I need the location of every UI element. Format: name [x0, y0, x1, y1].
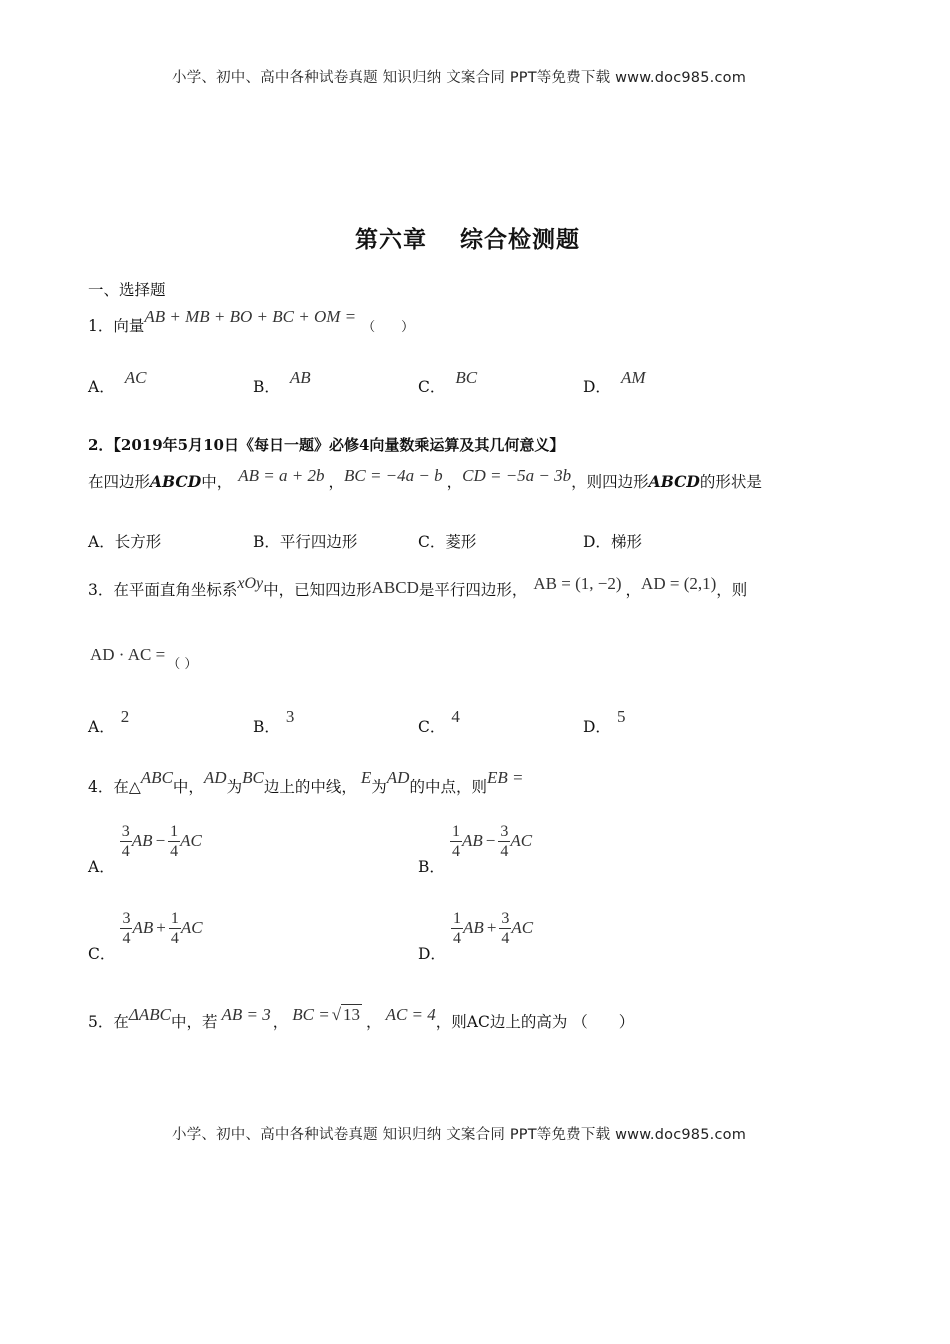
q2-heading: 2．【2019年5月10日《每日一题》必修4向量数乘运算及其几何意义】	[88, 436, 565, 454]
denominator: 4	[501, 930, 510, 947]
q5-expr-ab: AB = 3	[221, 1005, 271, 1024]
option-value: 3	[285, 707, 295, 726]
q3-comma: ，	[625, 581, 642, 599]
q3-paren: （ ）	[167, 657, 198, 672]
q3-xoy: xOy	[237, 575, 264, 592]
q4-option-d	[418, 909, 534, 963]
q1-expression: AB + MB + BO + BC + OM =	[144, 307, 357, 326]
q1-option-d	[583, 368, 646, 397]
q4-text: 边上的中线，	[263, 778, 357, 796]
q4-eb: EB =	[486, 768, 524, 787]
q2-quad-name: ABCD	[648, 472, 700, 491]
page-title: 第六章 综合检测题	[355, 227, 581, 253]
header-banner: 小学、初中、高中各种试卷真题 知识归纳 文案合同 PPT等免费下载 www.doc985.com	[172, 70, 747, 86]
q5-expr-ac: AC = 4	[385, 1005, 436, 1024]
q2-text: 中，	[201, 473, 233, 491]
vector: AC	[180, 831, 202, 850]
operator: +	[486, 918, 497, 937]
fraction	[499, 909, 511, 948]
q5-text: 中，若	[170, 1013, 218, 1031]
q3-option-b	[253, 707, 295, 737]
option-label: A．	[88, 858, 115, 876]
q1-number: 1．向量	[88, 317, 145, 335]
denominator: 4	[170, 843, 179, 860]
denominator: 4	[500, 843, 509, 860]
vector: AB	[132, 918, 154, 937]
option-label: A．	[88, 718, 115, 736]
q5-sqrt: √ 13	[331, 1005, 361, 1024]
q5-comma: ，	[272, 1013, 289, 1031]
option-text: 长方形	[114, 533, 162, 551]
option-math: BC	[455, 368, 478, 387]
section-heading: 一、选择题	[88, 281, 166, 299]
option-label: B．	[253, 533, 280, 551]
q3-quad-name: ABCD	[371, 578, 419, 597]
q3-line2	[90, 645, 198, 672]
question-2	[88, 466, 762, 492]
numerator: 3	[500, 823, 509, 840]
question-3	[88, 574, 748, 600]
q3-expr-ad: AD = (2,1)	[641, 574, 717, 593]
q2-expr-cd: CD = −5a − 3b	[462, 466, 572, 485]
q4-text: 的中点，则	[409, 778, 487, 796]
numerator: 3	[122, 910, 131, 927]
operator: −	[485, 831, 496, 850]
option-label: B．	[253, 718, 280, 736]
fraction	[169, 909, 181, 948]
option-math: AC	[124, 368, 147, 387]
q5-text: 5．在	[88, 1013, 129, 1031]
numerator: 1	[170, 823, 179, 840]
q1-option-c	[418, 368, 478, 397]
q2-option-c	[418, 530, 476, 552]
numerator: 1	[453, 910, 462, 927]
vector: AB	[131, 831, 153, 850]
q4-point-e: E	[360, 768, 372, 787]
footer-banner: 小学、初中、高中各种试卷真题 知识归纳 文案合同 PPT等免费下载 www.doc985.com	[172, 1127, 747, 1143]
q3-option-c	[418, 707, 460, 737]
fraction	[168, 822, 180, 861]
q3-text: 3．在平面直角坐标系	[88, 581, 238, 599]
q4-option-a	[88, 822, 202, 876]
q1-paren: （ ）	[362, 320, 415, 335]
q5-radicand: 13	[343, 1005, 361, 1024]
denominator: 4	[121, 843, 130, 860]
denominator: 4	[170, 930, 179, 947]
q2-comma: ，	[328, 473, 344, 491]
numerator: 3	[501, 910, 510, 927]
vector: AB	[463, 918, 484, 937]
q1-option-b	[253, 368, 311, 397]
fraction	[451, 909, 463, 948]
option-label: C．	[418, 533, 446, 551]
q4-median: AD	[386, 768, 410, 787]
q4-side: BC	[242, 768, 264, 787]
q5-text: ，则AC边上的高为 （ ）	[435, 1013, 635, 1031]
option-label: D．	[418, 945, 446, 963]
option-label: B．	[253, 378, 280, 396]
option-text: 平行四边形	[279, 533, 358, 551]
vector: AC	[180, 918, 203, 937]
q3-dot-product: AD · AC =	[90, 645, 166, 664]
option-value: 4	[451, 707, 460, 726]
q2-text: 在四边形	[88, 473, 151, 491]
q5-comma: ，	[366, 1013, 382, 1031]
q1-option-a	[88, 368, 147, 397]
q2-option-a	[88, 530, 161, 552]
q3-text: ，则	[716, 581, 748, 599]
option-text: 梯形	[610, 533, 642, 551]
fraction	[120, 909, 132, 948]
q2-expr-ab: AB = a + 2b	[238, 466, 325, 485]
q2-text: ，则四边形	[571, 473, 649, 491]
operator: −	[155, 831, 166, 850]
q4-text: 为	[371, 778, 387, 796]
option-value: 2	[120, 707, 130, 726]
option-label: C．	[418, 378, 446, 396]
q4-text: 中，	[172, 778, 204, 796]
denominator: 4	[122, 930, 131, 947]
question-1	[88, 307, 415, 336]
q5-expr-bc: BC =	[292, 1005, 330, 1024]
question-4	[88, 768, 524, 797]
operator: +	[156, 918, 166, 937]
q2-comma: ，	[446, 473, 463, 491]
option-label: A．	[88, 533, 115, 551]
option-label: D．	[583, 718, 611, 736]
q2-quad-name: ABCD	[150, 472, 202, 491]
q3-text: 是平行四边形，	[418, 581, 528, 599]
option-math: AM	[620, 368, 646, 387]
fraction	[120, 822, 132, 861]
q4-option-b	[418, 822, 533, 876]
fraction	[498, 822, 510, 861]
q4-triangle: ABC	[140, 768, 173, 787]
q4-text: 为	[226, 778, 243, 796]
q4-option-c	[88, 909, 203, 963]
option-text: 菱形	[445, 533, 477, 551]
question-5	[88, 1005, 635, 1032]
option-label: D．	[583, 378, 611, 396]
denominator: 4	[451, 843, 460, 860]
option-math: AB	[289, 368, 311, 387]
option-label: D．	[583, 533, 611, 551]
numerator: 3	[121, 823, 130, 840]
fraction	[450, 822, 462, 861]
q2-option-b	[253, 530, 357, 552]
numerator: 1	[451, 823, 460, 840]
q5-triangle: ΔABC	[128, 1005, 171, 1024]
numerator: 1	[170, 910, 179, 927]
option-label: C．	[418, 718, 446, 736]
q2-option-d	[583, 530, 642, 552]
q3-text: 中，已知四边形	[263, 581, 372, 599]
option-value: 5	[616, 707, 626, 726]
option-label: A．	[88, 378, 115, 396]
vector: AC	[511, 918, 534, 937]
option-label: C．	[88, 945, 116, 963]
q2-text: 的形状是	[699, 473, 762, 491]
vector: AC	[510, 831, 533, 850]
q2-expr-bc: BC = −4a − b	[343, 466, 443, 485]
denominator: 4	[453, 930, 462, 947]
q4-text: 4．在△	[88, 778, 141, 796]
q3-option-a	[88, 707, 130, 737]
option-label: B．	[418, 858, 445, 876]
vector: AB	[461, 831, 483, 850]
q3-expr-ab: AB = (1, −2)	[533, 574, 622, 593]
q3-option-d	[583, 707, 626, 737]
q4-median: AD	[203, 768, 227, 787]
